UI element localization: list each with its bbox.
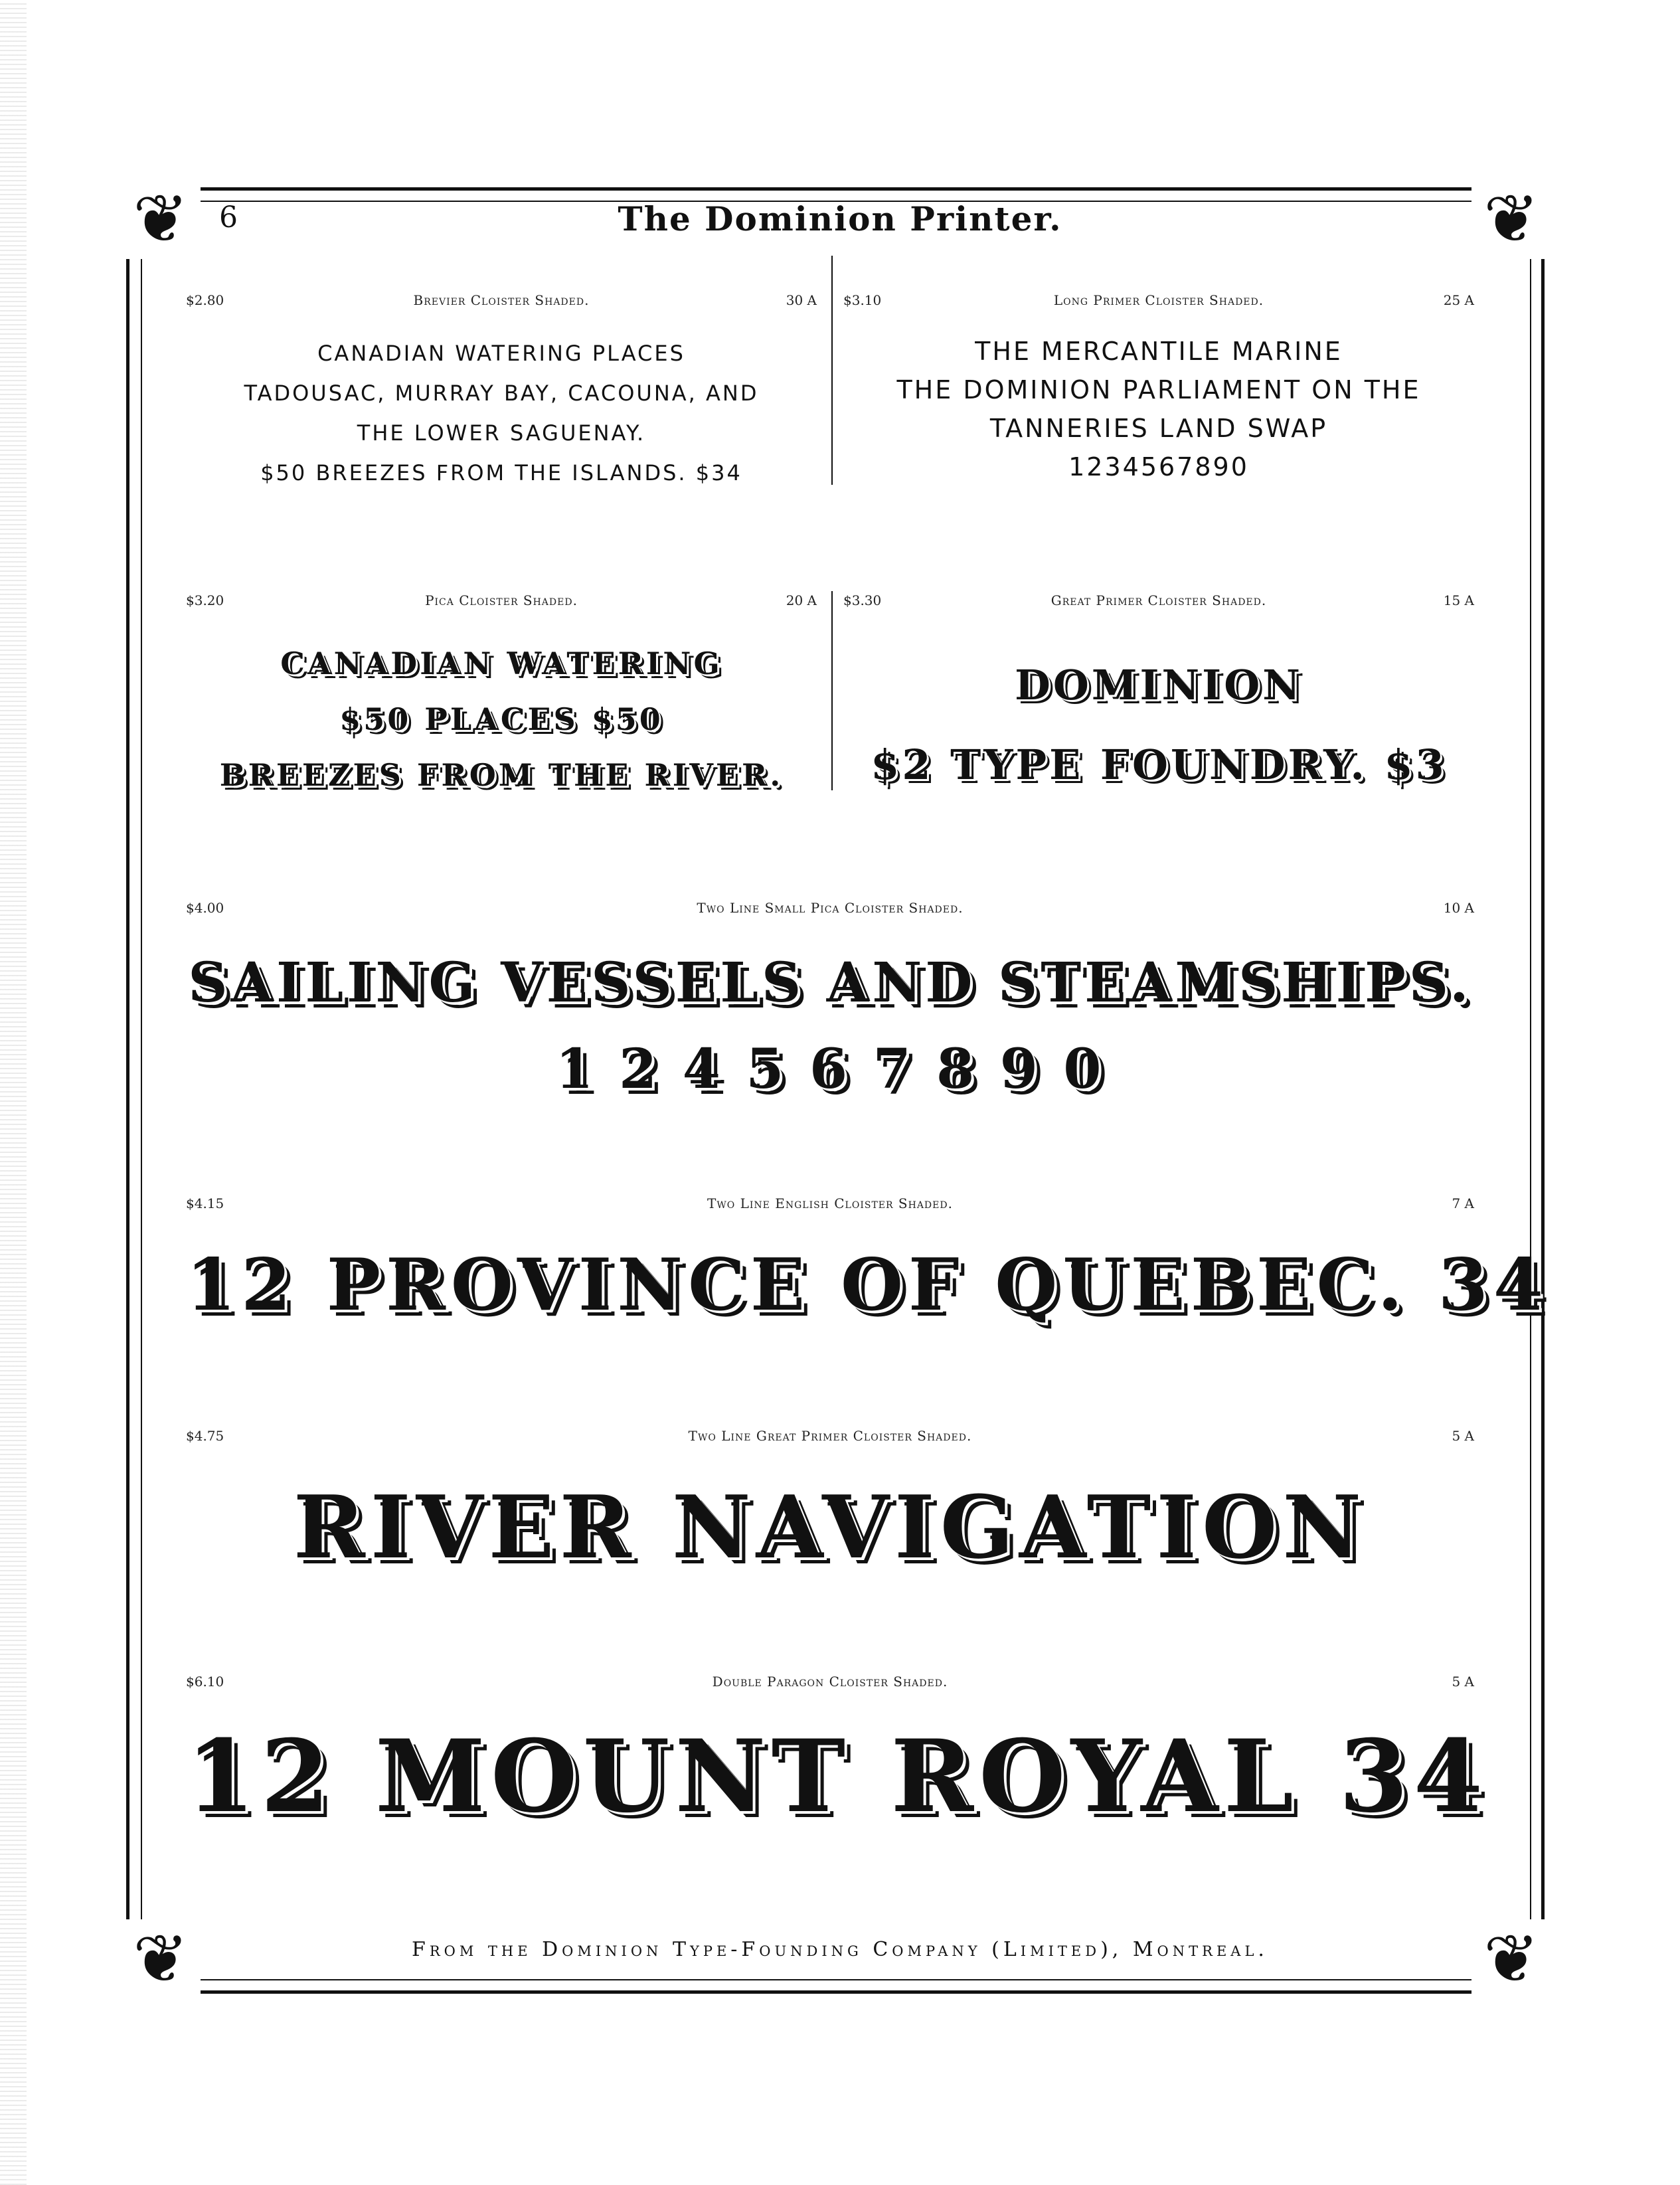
specimen-two-line-great-primer <box>186 1428 1474 1607</box>
specimen-two-line-small-pica <box>186 900 1474 1126</box>
corner-ornament-icon: ❦ <box>1471 179 1551 259</box>
specimen-count: 15 A <box>1443 592 1474 608</box>
specimen-line: CANADIAN WATERING <box>280 646 722 681</box>
specimen-line: 1 2 4 5 6 7 8 9 0 <box>555 1037 1105 1101</box>
specimen-count: 10 A <box>1443 900 1474 916</box>
corner-ornament-icon: ❦ <box>121 1919 201 1999</box>
specimen-line: THE DOMINION PARLIAMENT ON THE <box>896 375 1421 404</box>
specimen-double-paragon <box>186 1674 1489 1873</box>
corner-ornament-icon: ❦ <box>121 179 201 259</box>
specimen-line: BREEZES FROM THE RIVER. <box>219 757 784 793</box>
specimen-price: $3.30 <box>843 592 882 608</box>
specimen-line: TANNERIES LAND SWAP <box>989 414 1328 443</box>
specimen-line: 12 PROVINCE OF QUEBEC. 34 <box>186 1243 1549 1327</box>
corner-ornament-icon: ❦ <box>1471 1919 1551 1999</box>
specimen-line: RIVER NAVIGATION <box>293 1476 1367 1578</box>
specimen-count: 5 A <box>1452 1674 1474 1690</box>
specimen-line: THE LOWER SAGUENAY. <box>357 420 646 446</box>
specimen-price: $6.10 <box>186 1674 224 1690</box>
specimen-count: 25 A <box>1443 292 1474 308</box>
specimen-count: 7 A <box>1452 1195 1474 1211</box>
specimen-line: $50 PLACES $50 <box>339 701 663 737</box>
specimen-name: Brevier Cloister Shaded. <box>413 292 590 308</box>
specimen-brevier <box>186 292 817 491</box>
specimen-name: Two Line Small Pica Cloister Shaded. <box>697 900 964 916</box>
specimen-pica <box>186 592 817 812</box>
specimen-line: THE MERCANTILE MARINE <box>975 337 1343 366</box>
column-divider <box>831 256 833 485</box>
specimen-name: Great Primer Cloister Shaded. <box>1050 592 1267 608</box>
column-divider <box>831 591 833 790</box>
specimen-price: $4.00 <box>186 900 224 916</box>
specimen-line: 12 MOUNT ROYAL 34 <box>186 1718 1489 1835</box>
specimen-price: $2.80 <box>186 292 224 308</box>
specimen-price: $3.20 <box>186 592 224 608</box>
specimen-price: $3.10 <box>843 292 882 308</box>
specimen-name: Long Primer Cloister Shaded. <box>1053 292 1264 308</box>
specimen-line: 1234567890 <box>1068 452 1249 481</box>
specimen-name: Two Line English Cloister Shaded. <box>707 1195 953 1211</box>
specimen-count: 30 A <box>786 292 817 308</box>
specimen-line: $2 TYPE FOUNDRY. $3 <box>871 741 1447 789</box>
specimen-line: DOMINION <box>1015 661 1303 709</box>
specimen-great-primer <box>843 592 1474 812</box>
specimen-count: 5 A <box>1452 1428 1474 1444</box>
page-edge-speckle <box>0 0 27 2185</box>
specimen-count: 20 A <box>786 592 817 608</box>
specimen-line: CANADIAN WATERING PLACES <box>317 341 685 366</box>
specimen-name: Two Line Great Primer Cloister Shaded. <box>688 1428 972 1444</box>
specimen-name: Double Paragon Cloister Shaded. <box>712 1674 948 1690</box>
specimen-line: TADOUSAC, MURRAY BAY, CACOUNA, AND <box>244 381 759 406</box>
specimen-line: $50 BREEZES FROM THE ISLANDS. $34 <box>260 460 742 485</box>
specimen-price: $4.15 <box>186 1195 224 1211</box>
specimen-price: $4.75 <box>186 1428 224 1444</box>
specimen-line: SAILING VESSELS AND STEAMSHIPS. <box>188 951 1472 1015</box>
page-number: 6 <box>219 201 238 234</box>
specimen-name: Pica Cloister Shaded. <box>425 592 578 608</box>
footer-imprint: From the Dominion Type-Founding Company (Limited), Montreal. <box>412 1938 1268 1961</box>
specimen-long-primer <box>843 292 1474 491</box>
specimen-two-line-english <box>186 1195 1549 1361</box>
page-title: The Dominion Printer. <box>618 199 1062 238</box>
